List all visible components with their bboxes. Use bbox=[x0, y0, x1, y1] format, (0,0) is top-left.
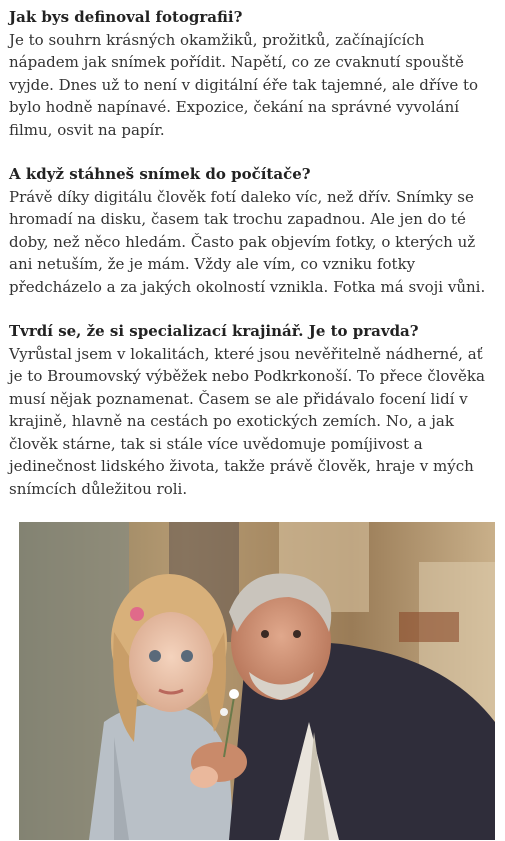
interview-answer: Vyrůstal jsem v lokalitách, které jsou nevěřitelně nádherné, ať je to Broumovský výběžek nebo Podkrkonoší. To přece člověka musí nějak poznamenat. Časem se ale přidávalo focení lidí v krajině, hlavně na cestách po exotických zemích. No, a jak člověk stárne, tak si stále více uvědomuje pomíjivost a jedinečnost lidského života, takže právě člověk, hraje v mých snímcích důležitou roli. bbox=[9, 344, 485, 498]
article-photo bbox=[19, 522, 495, 840]
photo-illustration bbox=[19, 522, 495, 840]
interview-question: Jak bys definoval fotografii? bbox=[9, 8, 243, 26]
interview-answer: Právě díky digitálu člověk fotí daleko víc, než dřív. Snímky se hromadí na disku, časem tak trochu zapadnou. Ale jen do té doby, než něco hledám. Často pak objevím fotky, o kterých už ani netuším, že je mám. Vždy ale vím, co vzniku fotky předcházelo a za jakých okolností vznikla. Fotka má svoji vůni. bbox=[9, 187, 486, 296]
interview-question: A když stáhneš snímek do počítače? bbox=[9, 165, 311, 183]
interview-item bbox=[9, 163, 496, 298]
interview-question: Tvrdí se, že si specializací krajinář. Je to pravda? bbox=[9, 322, 419, 340]
interview-item bbox=[9, 6, 496, 141]
interview-item bbox=[9, 320, 496, 500]
interview-answer: Je to souhrn krásných okamžiků, prožitků, začínajících nápadem jak snímek pořídit. Napětí, co ze cvaknutí spouště vyjde. Dnes už to není v digitální éře tak tajemné, ale dříve to bylo hodně napínavé. Expozice, čekání na správné vyvolání filmu, osvit na papír. bbox=[9, 30, 479, 139]
